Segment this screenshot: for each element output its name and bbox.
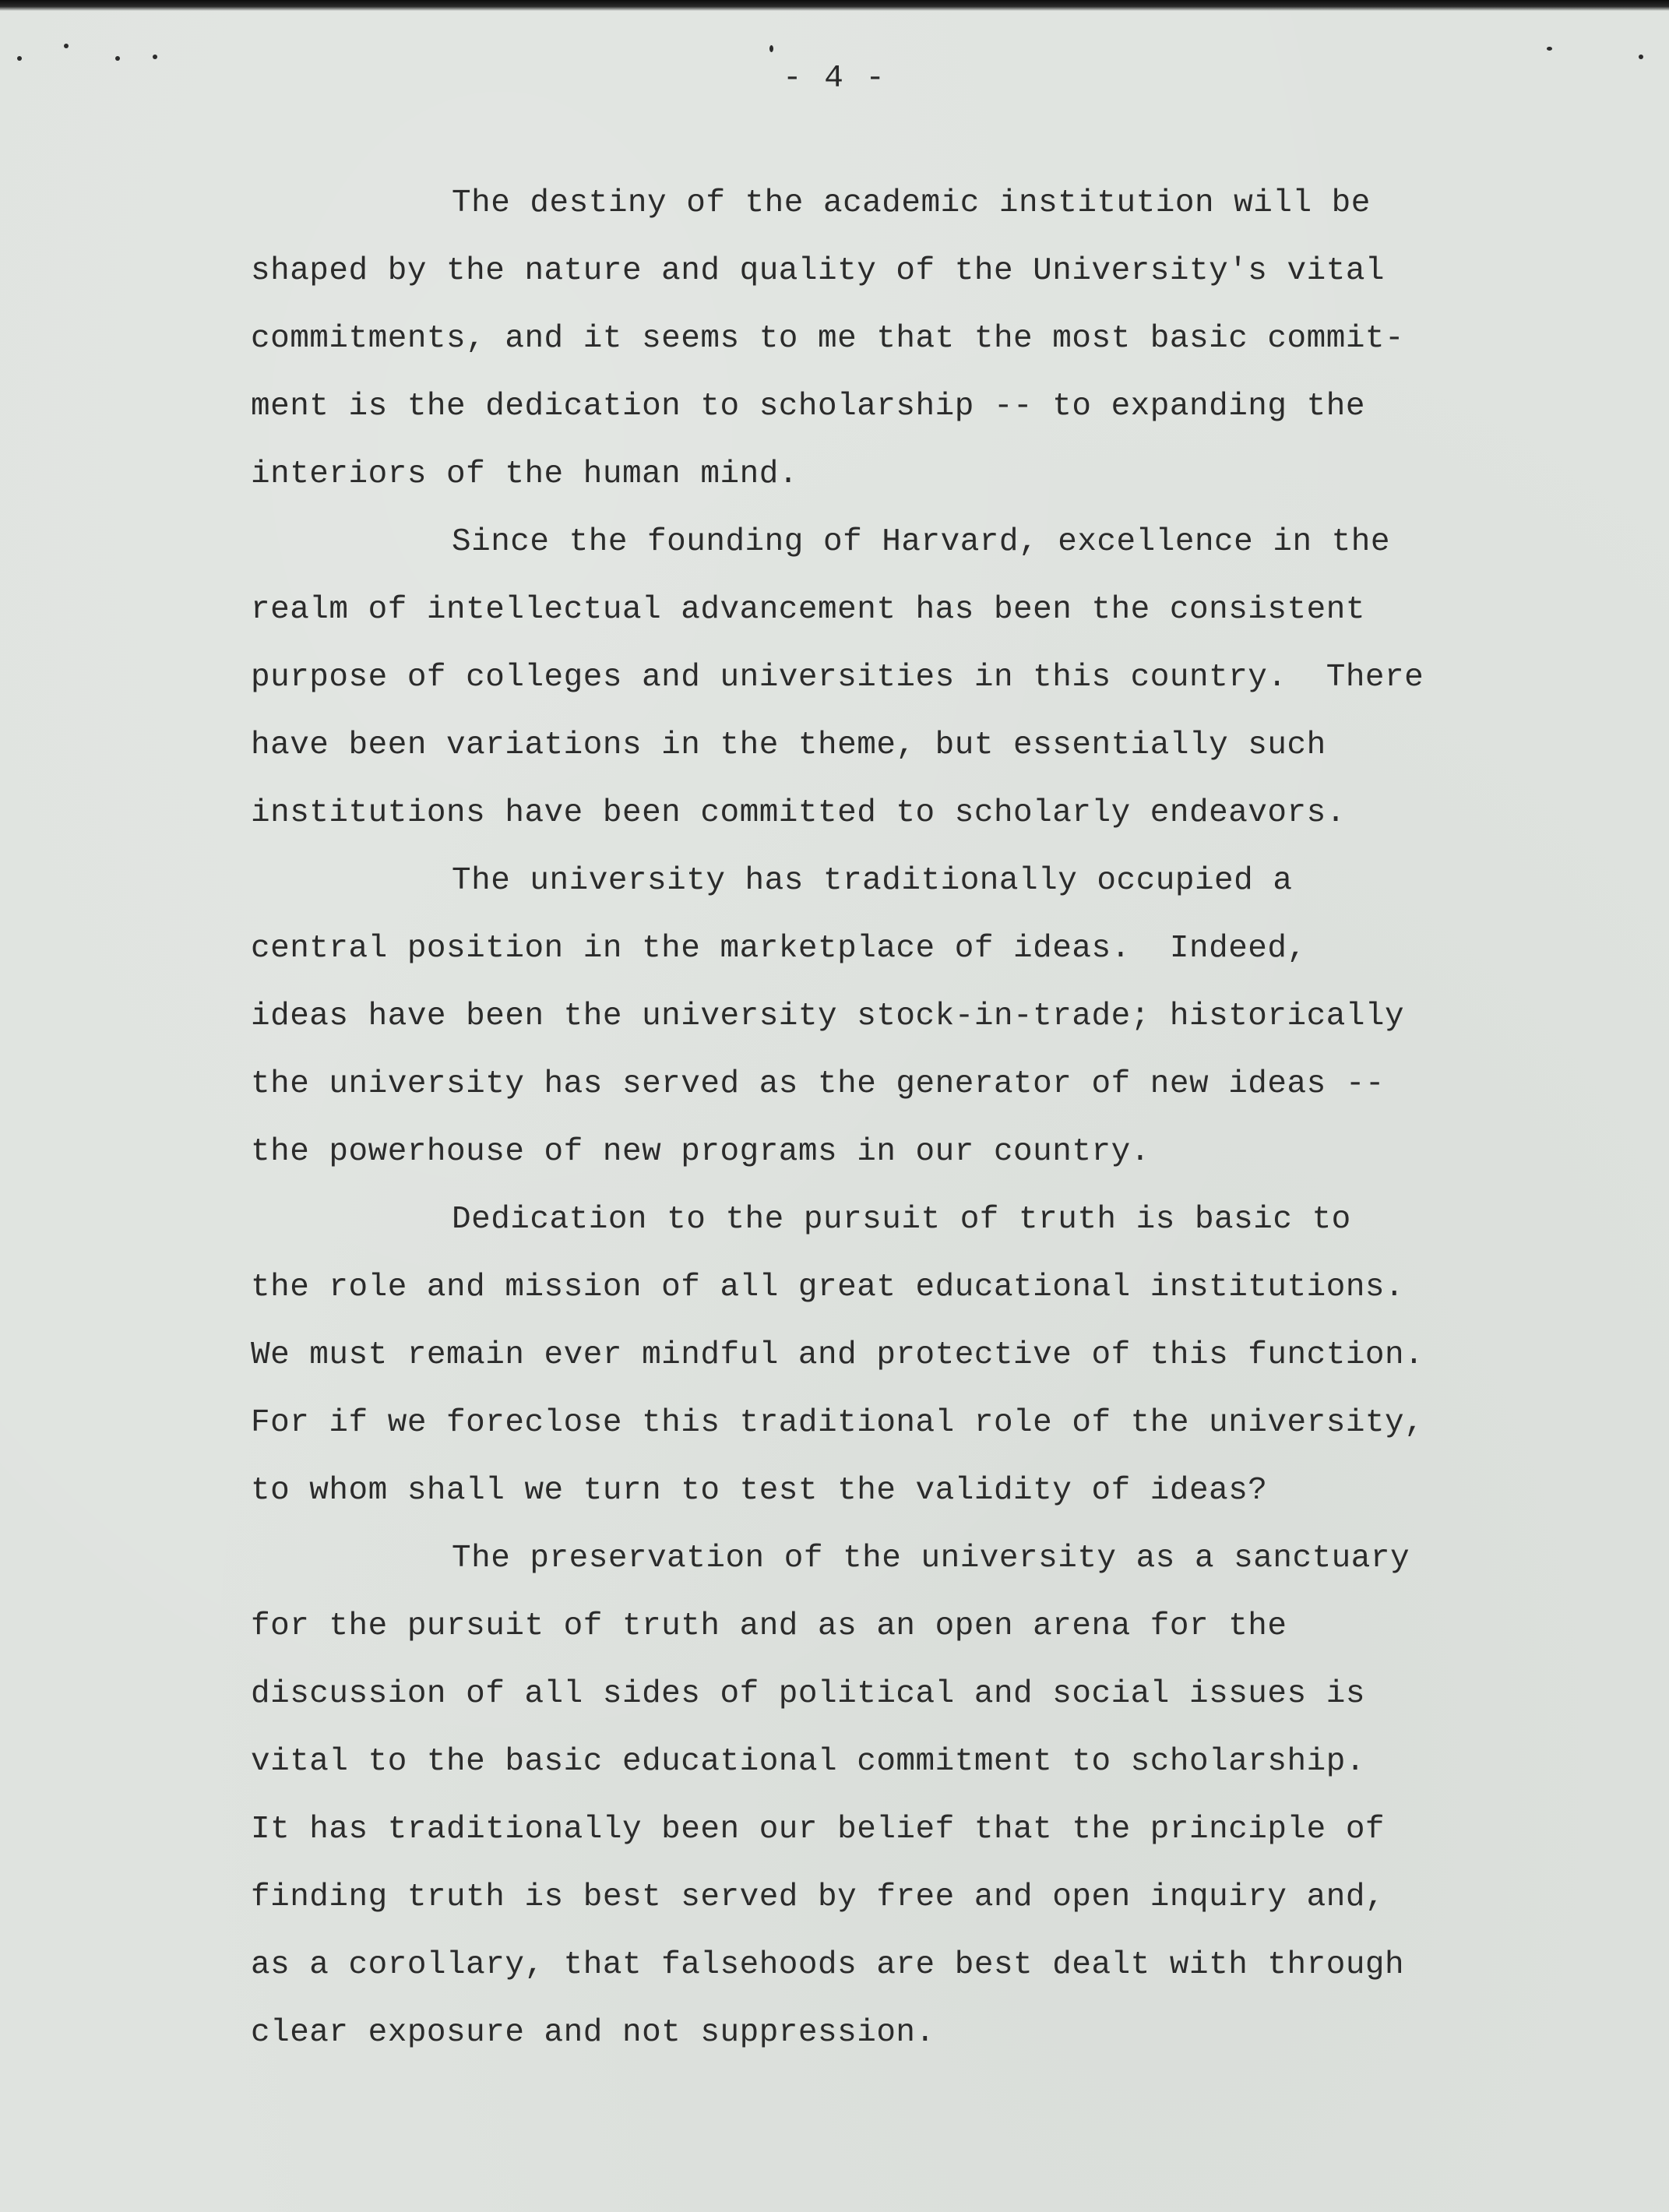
paragraph	[251, 1525, 1466, 2067]
paragraph	[251, 170, 1466, 509]
text-line: central position in the marketplace of ideas. Indeed,	[251, 931, 1307, 967]
text-line: ideas have been the university stock-in-trade; historically	[251, 999, 1405, 1034]
paragraph	[251, 1186, 1466, 1525]
text-line: The preservation of the university as a sanctuary	[452, 1541, 1410, 1576]
text-line: Dedication to the pursuit of truth is basic to	[452, 1202, 1351, 1238]
speck	[153, 55, 157, 59]
text-line: institutions have been committed to scholarly endeavors.	[251, 795, 1346, 831]
text-line: ment is the dedication to scholarship -- to expanding the	[251, 389, 1365, 424]
text-line: the role and mission of all great educational institutions.	[251, 1270, 1405, 1305]
text-line: as a corollary, that falsehoods are best dealt with through	[251, 1947, 1405, 1983]
text-line: The destiny of the academic institution will be	[452, 185, 1371, 221]
text-line: discussion of all sides of political and social issues is	[251, 1676, 1365, 1712]
text-line: to whom shall we turn to test the validity of ideas?	[251, 1473, 1268, 1509]
text-line: We must remain ever mindful and protective of this function.	[251, 1337, 1424, 1373]
text-line: commitments, and it seems to me that the most basic commit-	[251, 321, 1405, 357]
text-line: the university has served as the generator of new ideas --	[251, 1066, 1386, 1102]
text-line: shaped by the nature and quality of the University's vital	[251, 253, 1386, 289]
speck	[1639, 55, 1643, 59]
text-line: finding truth is best served by free and open inquiry and,	[251, 1879, 1386, 1915]
paragraph	[251, 509, 1466, 847]
document-body	[251, 170, 1466, 2067]
text-line: It has traditionally been our belief that the principle of	[251, 1812, 1386, 1847]
speck	[64, 44, 69, 48]
text-line: interiors of the human mind.	[251, 456, 798, 492]
speck	[769, 45, 773, 52]
text-line: realm of intellectual advancement has been the consistent	[251, 592, 1365, 628]
text-line: the powerhouse of new programs in our country.	[251, 1134, 1150, 1170]
text-line: have been variations in the theme, but essentially such	[251, 727, 1326, 763]
text-line: purpose of colleges and universities in this country. There	[251, 660, 1424, 696]
text-line: Since the founding of Harvard, excellence in the	[452, 524, 1390, 560]
text-line: for the pursuit of truth and as an open arena for the	[251, 1608, 1287, 1644]
text-line: For if we foreclose this traditional role of the university,	[251, 1405, 1424, 1441]
text-line: The university has traditionally occupied a	[452, 863, 1293, 899]
text-line: vital to the basic educational commitment to scholarship.	[251, 1744, 1365, 1780]
text-line: clear exposure and not suppression.	[251, 2015, 935, 2051]
paragraph	[251, 847, 1466, 1186]
page-number: - 4 -	[782, 61, 887, 97]
speck	[1547, 47, 1552, 51]
